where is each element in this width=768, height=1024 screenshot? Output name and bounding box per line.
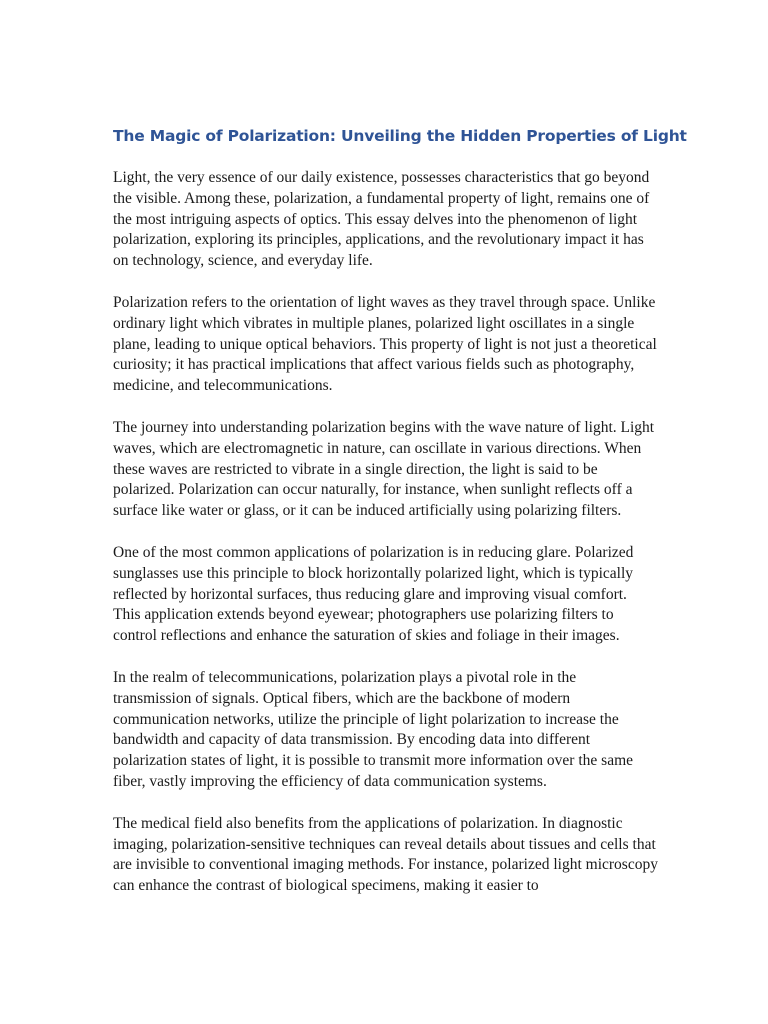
paragraph-medical: The medical field also benefits from the applications of polarization. In diagnostic imaging, polarization-sensitive techniques can reveal details about tissues and cells that are invisible to conventional imaging methods. For instance, polarized light microscopy can enhance the contrast of biological specimens, making it easier to [113, 814, 658, 895]
document-title: The Magic of Polarization: Unveiling the Hidden Properties of Light [113, 127, 687, 145]
paragraph-intro: Light, the very essence of our daily existence, possesses characteristics that go beyond the visible. Among these, polarization, a fundamental property of light, remains one of the most intriguing aspects of optics. This essay delves into the phenomenon of light polarization, exploring its principles, applications, and the revolutionary impact it has on technology, science, and everyday life. [113, 169, 650, 270]
paragraph-wave-nature: The journey into understanding polarization begins with the wave nature of light. Light waves, which are electromagnetic in nature, can oscillate in various directions. When these waves are restricted to vibrate in a single direction, the light is said to be polarized. Polarization can occur naturally, for instance, when sunlight reflects off a surface like water or glass, or it can be induced artificially using polarizing filters. [113, 418, 655, 520]
document-body [113, 124, 687, 918]
paragraph-telecommunications: In the realm of telecommunications, polarization plays a pivotal role in the transmission of signals. Optical fibers, which are the backbone of modern communication networks, utilize the principle of light polarization to increase the bandwidth and capacity of data transmission. By encoding data into different polarization states of light, it is possible to transmit more information over the same fiber, vastly improving the efficiency of data communication systems. [113, 668, 634, 790]
paragraph-glare: One of the most common applications of polarization is in reducing glare. Polarized sunglasses use this principle to block horizontally polarized light, which is typically reflected by horizontal surfaces, thus reducing glare and improving visual comfort. This application extends beyond eyewear; photographers use polarizing filters to control reflections and enhance the saturation of skies and foliage in their images. [113, 543, 634, 645]
paragraph-definition: Polarization refers to the orientation of light waves as they travel through space. Unlike ordinary light which vibrates in multiple planes, polarized light oscillates in a single plane, leading to unique optical behaviors. This property of light is not just a theoretical curiosity; it has practical implications that affect various fields such as photography, medicine, and telecommunications. [113, 293, 657, 395]
